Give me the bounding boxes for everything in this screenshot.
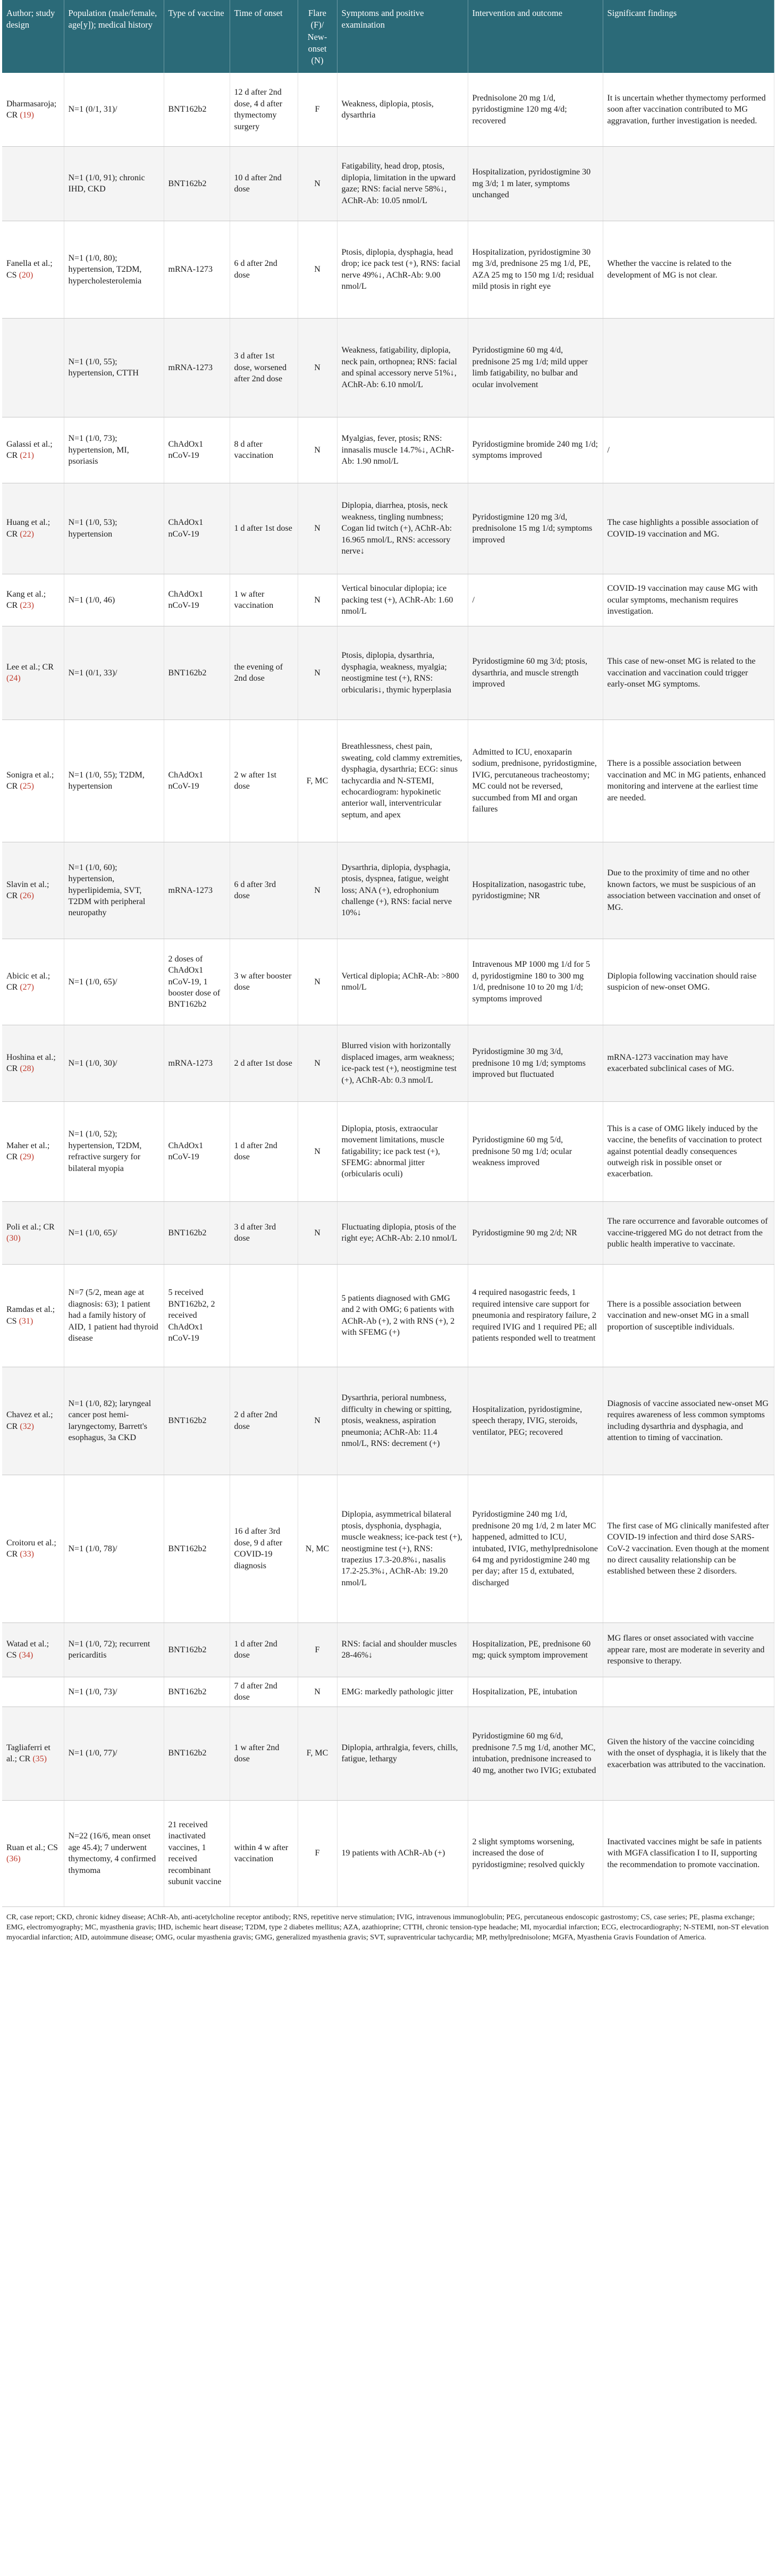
reference-link[interactable]: (33)	[20, 1550, 34, 1559]
cell-population: N=1 (1/0, 80); hypertension, T2DM, hypercholesterolemia	[64, 221, 164, 318]
cell-population: N=1 (1/0, 72); recurrent pericarditis	[64, 1622, 164, 1677]
table-row	[2, 574, 774, 626]
reference-link[interactable]: (30)	[6, 1234, 21, 1243]
author-text: Croitoru et al.; CR	[6, 1538, 56, 1559]
cell-symptoms: Weakness, fatigability, diplopia, neck pain, orthopnea; RNS: facial and spinal accessory nerve 51%↓, AChR-Ab: 6.10 nmol/L	[337, 318, 468, 417]
cell-vaccine: ChAdOx1 nCoV-19	[164, 483, 230, 574]
cell-author	[2, 318, 64, 417]
cell-findings: COVID-19 vaccination may cause MG with ocular symptoms, mechanism requires investigation.	[603, 574, 774, 626]
cell-onset: 3 w after booster dose	[230, 939, 298, 1025]
reference-link[interactable]: (29)	[20, 1152, 34, 1162]
cell-vaccine: BNT162b2	[164, 626, 230, 720]
cell-onset: within 4 w after vaccination	[230, 1800, 298, 1906]
author-text: Dharmasaroja; CR	[6, 99, 57, 120]
cell-intervention: Pyridostigmine 90 mg 2/d; NR	[468, 1201, 603, 1264]
cell-intervention: Hospitalization, pyridostigmine 30 mg 3/d; 1 m later, symptoms unchanged	[468, 146, 603, 221]
table-row	[2, 146, 774, 221]
table-body	[2, 73, 774, 1906]
cell-author	[2, 483, 64, 574]
header-findings: Significant findings	[603, 0, 774, 73]
cell-author	[2, 1800, 64, 1906]
cell-findings: /	[603, 417, 774, 483]
cell-onset: 6 d after 3rd dose	[230, 842, 298, 939]
cell-population: N=1 (1/0, 55); T2DM, hypertension	[64, 720, 164, 842]
table-row	[2, 221, 774, 318]
cell-findings: The rare occurrence and favorable outcomes of vaccine-triggered MG do not detract from the public health imperative to vaccinate.	[603, 1201, 774, 1264]
cell-findings: The case highlights a possible association of COVID-19 vaccination and MG.	[603, 483, 774, 574]
table-footnote: CR, case report; CKD, chronic kidney disease; AChR-Ab, anti-acetylcholine receptor antibody; RNS, repetitive nerve stimulation; IVIG, intravenous immunoglobulin; PEG, percutaneous endoscopic gastrostomy; CS, case series; PE, plasma exchange; EMG, electromyography; MC, myasthenia gravis; IHD, ischemic heart disease; T2DM, type 2 diabetes mellitus; AZA, azathioprine; CTTH, chronic tension-type headache; MI, myocardial infarction; ECG, electrocardiography; N-STEMI, non-ST elevation myocardial infarction; AID, autoimmune disease; OMG, ocular myasthenia gravis; GMG, generalized myasthenia gravis; SVT, supraventricular tachycardia; MP, methylprednisolone; MGFA, Myasthenia Gravis Foundation of America.	[6, 1913, 769, 1942]
cell-intervention: Pyridostigmine bromide 240 mg 1/d; symptoms improved	[468, 417, 603, 483]
cell-intervention: Intravenous MP 1000 mg 1/d for 5 d, pyridostigmine 180 to 300 mg 1/d, prednisone 10 to 20 mg 1/d; symptoms improved	[468, 939, 603, 1025]
reference-link[interactable]: (19)	[20, 111, 34, 120]
cell-vaccine: mRNA-1273	[164, 1025, 230, 1101]
cell-flare: N	[298, 1677, 337, 1707]
mg-vaccine-table	[2, 0, 774, 1907]
author-text: Tagliaferri et al.; CR	[6, 1743, 50, 1764]
cell-vaccine: ChAdOx1 nCoV-19	[164, 417, 230, 483]
header-population: Population (male/female, age[y]); medical history	[64, 0, 164, 73]
cell-onset: 16 d after 3rd dose, 9 d after COVID-19 diagnosis	[230, 1475, 298, 1622]
table-header	[2, 0, 774, 73]
table-row	[2, 1677, 774, 1707]
cell-intervention: Pyridostigmine 60 mg 6/d, prednisone 7.5 mg 1/d, another MC, intubation, prednisone increased to 40 mg, another two IVIG; extubated	[468, 1707, 603, 1800]
cell-symptoms: EMG: markedly pathologic jitter	[337, 1677, 468, 1707]
cell-onset	[230, 1264, 298, 1367]
cell-vaccine: ChAdOx1 nCoV-19	[164, 1101, 230, 1201]
cell-symptoms: Diplopia, ptosis, extraocular movement limitations, muscle fatigability; ice pack test (+), SFEMG: abnormal jitter (orbicularis oculi)	[337, 1101, 468, 1201]
cell-population: N=1 (0/1, 31)/	[64, 73, 164, 146]
cell-flare: N	[298, 939, 337, 1025]
cell-onset: 6 d after 2nd dose	[230, 221, 298, 318]
table-row	[2, 626, 774, 720]
cell-vaccine: BNT162b2	[164, 1677, 230, 1707]
header-row	[2, 0, 774, 73]
author-text: Fanella et al.; CS	[6, 259, 53, 280]
cell-flare: N	[298, 842, 337, 939]
cell-symptoms: Diplopia, diarrhea, ptosis, neck weakness, tingling numbness; Cogan lid twitch (+), AChR-Ab: 16.965 nmol/L, RNS: accessory nerve↓	[337, 483, 468, 574]
cell-population: N=1 (1/0, 30)/	[64, 1025, 164, 1101]
cell-author	[2, 1707, 64, 1800]
cell-intervention: Pyridostigmine 60 mg 4/d, prednisone 25 mg 1/d; mild upper limb fatigability, no bulbar and ocular involvement	[468, 318, 603, 417]
cell-onset: 2 d after 1st dose	[230, 1025, 298, 1101]
author-text: Ramdas et al.; CS	[6, 1305, 55, 1326]
cell-vaccine: 5 received BNT162b2, 2 received ChAdOx1 nCoV-19	[164, 1264, 230, 1367]
cell-intervention: /	[468, 574, 603, 626]
cell-findings	[603, 1677, 774, 1707]
cell-onset: the evening of 2nd dose	[230, 626, 298, 720]
author-text: Ruan et al.; CS	[6, 1843, 58, 1852]
cell-population: N=1 (1/0, 91); chronic IHD, CKD	[64, 146, 164, 221]
cell-author	[2, 1622, 64, 1677]
cell-symptoms: Breathlessness, chest pain, sweating, cold clammy extremities, dysphagia, dysarthria; ECG: sinus tachycardia and N-STEMI, echocardiogram: hypokinetic anterior wall, interventricular septum, and apex	[337, 720, 468, 842]
table-row	[2, 73, 774, 146]
cell-population: N=1 (1/0, 82); laryngeal cancer post hemi-laryngectomy, Barrett's esophagus, 3a CKD	[64, 1367, 164, 1475]
cell-flare: N	[298, 1201, 337, 1264]
cell-population: N=1 (1/0, 53); hypertension	[64, 483, 164, 574]
table-row	[2, 318, 774, 417]
cell-intervention: 2 slight symptoms worsening, increased the dose of pyridostigmine; resolved quickly	[468, 1800, 603, 1906]
author-text: Chavez et al.; CR	[6, 1410, 53, 1431]
cell-onset: 1 d after 1st dose	[230, 483, 298, 574]
header-intervention: Intervention and outcome	[468, 0, 603, 73]
cell-intervention: Pyridostigmine 60 mg 5/d, prednisone 50 mg 1/d; ocular weakness improved	[468, 1101, 603, 1201]
cell-author	[2, 720, 64, 842]
cell-population: N=1 (1/0, 55); hypertension, CTTH	[64, 318, 164, 417]
cell-author	[2, 1025, 64, 1101]
cell-author	[2, 73, 64, 146]
cell-flare: N	[298, 483, 337, 574]
table-row	[2, 1025, 774, 1101]
cell-author	[2, 842, 64, 939]
cell-population: N=22 (16/6, mean onset age 45.4); 7 underwent thymectomy, 4 confirmed thymoma	[64, 1800, 164, 1906]
cell-findings: There is a possible association between vaccination and MC in MG patients, enhanced monitoring and intervene at the earliest time are needed.	[603, 720, 774, 842]
reference-link[interactable]: (35)	[32, 1754, 47, 1764]
cell-symptoms: Ptosis, diplopia, dysarthria, dysphagia, weakness, myalgia; neostigmine test (+), RNS: orbicularis↓, thymic hyperplasia	[337, 626, 468, 720]
cell-population: N=1 (1/0, 73)/	[64, 1677, 164, 1707]
cell-symptoms: 5 patients diagnosed with GMG and 2 with OMG; 6 patients with AChR-Ab (+), 2 with RNS (+), 2 with SFEMG (+)	[337, 1264, 468, 1367]
cell-vaccine: 21 received inactivated vaccines, 1 received recombinant subunit vaccine	[164, 1800, 230, 1906]
reference-link[interactable]: (20)	[19, 270, 33, 280]
cell-author	[2, 1367, 64, 1475]
table-row	[2, 483, 774, 574]
reference-link[interactable]: (21)	[20, 451, 34, 461]
author-text: Hoshina et al.; CR	[6, 1052, 56, 1074]
cell-vaccine: mRNA-1273	[164, 842, 230, 939]
cell-findings: Diplopia following vaccination should raise suspicion of new-onset OMG.	[603, 939, 774, 1025]
author-text: Sonigra et al.; CR	[6, 770, 54, 791]
cell-population: N=1 (1/0, 60); hypertension, hyperlipidemia, SVT, T2DM with peripheral neuropathy	[64, 842, 164, 939]
cell-symptoms: Vertical diplopia; AChR-Ab: >800 nmol/L	[337, 939, 468, 1025]
table-row	[2, 720, 774, 842]
cell-flare: N	[298, 318, 337, 417]
cell-symptoms: Dysarthria, perioral numbness, difficulty in chewing or spitting, ptosis, weakness, aspiration pneumonia; AChR-Ab: 11.4 nmol/L, RNS: decrement (+)	[337, 1367, 468, 1475]
cell-flare	[298, 1264, 337, 1367]
cell-population: N=1 (1/0, 77)/	[64, 1707, 164, 1800]
cell-intervention: Hospitalization, PE, prednisone 60 mg; quick symptom improvement	[468, 1622, 603, 1677]
table-row	[2, 1101, 774, 1201]
cell-flare: N	[298, 1367, 337, 1475]
cell-author	[2, 221, 64, 318]
header-onset: Time of onset	[230, 0, 298, 73]
cell-population: N=1 (1/0, 65)/	[64, 1201, 164, 1264]
cell-intervention: Pyridostigmine 30 mg 3/d, prednisone 10 mg 1/d; symptoms improved but fluctuated	[468, 1025, 603, 1101]
cell-flare: N	[298, 626, 337, 720]
cell-symptoms: Dysarthria, diplopia, dysphagia, ptosis, dyspnea, fatigue, weight loss; ANA (+), edrophonium challenge (+), RNS: facial nerve 10%↓	[337, 842, 468, 939]
reference-link[interactable]: (34)	[19, 1651, 33, 1660]
table-row	[2, 1800, 774, 1906]
cell-author	[2, 1201, 64, 1264]
cell-vaccine: BNT162b2	[164, 1367, 230, 1475]
table-row	[2, 1622, 774, 1677]
cell-population: N=1 (1/0, 73); hypertension, MI, psoriasis	[64, 417, 164, 483]
cell-intervention: Hospitalization, PE, intubation	[468, 1677, 603, 1707]
reference-link[interactable]: (27)	[20, 983, 34, 992]
cell-vaccine: BNT162b2	[164, 1475, 230, 1622]
cell-intervention: Hospitalization, pyridostigmine, speech therapy, IVIG, steroids, ventilator, PEG; recovered	[468, 1367, 603, 1475]
reference-link[interactable]: (36)	[6, 1854, 21, 1864]
cell-author	[2, 626, 64, 720]
reference-link[interactable]: (31)	[19, 1316, 33, 1326]
cell-onset: 7 d after 2nd dose	[230, 1677, 298, 1707]
cell-flare: F, MC	[298, 1707, 337, 1800]
author-text: Watad et al.; CS	[6, 1639, 49, 1660]
cell-flare: F	[298, 73, 337, 146]
cell-onset: 2 w after 1st dose	[230, 720, 298, 842]
cell-onset: 12 d after 2nd dose, 4 d after thymectomy surgery	[230, 73, 298, 146]
cell-intervention: Hospitalization, pyridostigmine 30 mg 3/d, prednisone 25 mg 1/d, PE, AZA 25 mg to 150 mg 1/d; residual mild ptosis in right eye	[468, 221, 603, 318]
cell-vaccine: ChAdOx1 nCoV-19	[164, 720, 230, 842]
cell-findings: Diagnosis of vaccine associated new-onset MG requires awareness of less common symptoms including dysarthria and dysphagia, and attention to timing of vaccination.	[603, 1367, 774, 1475]
cell-population: N=1 (1/0, 65)/	[64, 939, 164, 1025]
cell-population: N=7 (5/2, mean age at diagnosis: 63); 1 patient had a family history of AID, 1 patient had thyroid disease	[64, 1264, 164, 1367]
cell-symptoms: Vertical binocular diplopia; ice packing test (+), AChR-Ab: 1.60 nmol/L	[337, 574, 468, 626]
cell-vaccine: BNT162b2	[164, 73, 230, 146]
cell-author	[2, 417, 64, 483]
cell-flare: F	[298, 1622, 337, 1677]
cell-flare: N	[298, 1101, 337, 1201]
author-text: Slavin et al.; CR	[6, 880, 49, 901]
cell-intervention: Pyridostigmine 60 mg 3/d; ptosis, dysarthria, and muscle strength improved	[468, 626, 603, 720]
cell-vaccine: mRNA-1273	[164, 221, 230, 318]
cell-symptoms: Fluctuating diplopia, ptosis of the right eye; AChR-Ab: 2.10 nmol/L	[337, 1201, 468, 1264]
author-text: Kang et al.; CR	[6, 589, 46, 610]
reference-link[interactable]: (32)	[20, 1421, 34, 1431]
reference-link[interactable]: (24)	[6, 674, 21, 683]
cell-population: N=1 (1/0, 46)	[64, 574, 164, 626]
cell-flare: N	[298, 1025, 337, 1101]
header-symptoms: Symptoms and positive examination	[337, 0, 468, 73]
cell-vaccine: ChAdOx1 nCoV-19	[164, 574, 230, 626]
cell-flare: N	[298, 417, 337, 483]
reference-link[interactable]: (28)	[20, 1064, 34, 1074]
cell-population: N=1 (1/0, 78)/	[64, 1475, 164, 1622]
cell-findings: mRNA-1273 vaccination may have exacerbated subclinical cases of MG.	[603, 1025, 774, 1101]
cell-flare: N	[298, 574, 337, 626]
cell-flare: F	[298, 1800, 337, 1906]
cell-vaccine: BNT162b2	[164, 1201, 230, 1264]
table-row	[2, 417, 774, 483]
cell-findings: Inactivated vaccines might be safe in patients with MGFA classification I to II, supporting the recommendation to promote vaccination.	[603, 1800, 774, 1906]
cell-symptoms: Blurred vision with horizontally displaced images, arm weakness; ice-pack test (+), neostigmine test (+), AChR-Ab: 0.3 nmol/L	[337, 1025, 468, 1101]
header-vaccine: Type of vaccine	[164, 0, 230, 73]
cell-onset: 3 d after 3rd dose	[230, 1201, 298, 1264]
cell-findings: Whether the vaccine is related to the development of MG is not clear.	[603, 221, 774, 318]
reference-link[interactable]: (22)	[20, 529, 34, 539]
cell-flare: N	[298, 221, 337, 318]
cell-onset: 1 d after 2nd dose	[230, 1622, 298, 1677]
header-author: Author; study design	[2, 0, 64, 73]
cell-findings: This is a case of OMG likely induced by the vaccine, the benefits of vaccination to protect against potential deadly consequences outweigh risk in possible onset or exacerbation.	[603, 1101, 774, 1201]
reference-link[interactable]: (26)	[20, 891, 34, 901]
cell-vaccine: BNT162b2	[164, 1707, 230, 1800]
table-row	[2, 1475, 774, 1622]
cell-findings: Given the history of the vaccine coinciding with the onset of dysphagia, it is likely that the exacerbation was attributed to the vaccination.	[603, 1707, 774, 1800]
cell-population: N=1 (1/0, 52); hypertension, T2DM, refractive surgery for bilateral myopia	[64, 1101, 164, 1201]
author-text: Abicic et al.; CR	[6, 971, 50, 992]
reference-link[interactable]: (25)	[20, 782, 34, 791]
cell-intervention: Pyridostigmine 120 mg 3/d, prednisolone 15 mg 1/d; symptoms improved	[468, 483, 603, 574]
cell-intervention: Hospitalization, nasogastric tube, pyridostigmine; NR	[468, 842, 603, 939]
cell-findings: It is uncertain whether thymectomy performed soon after vaccination contributed to MG aggravation, further investigation is needed.	[603, 73, 774, 146]
cell-vaccine: BNT162b2	[164, 1622, 230, 1677]
cell-symptoms: 19 patients with AChR-Ab (+)	[337, 1800, 468, 1906]
cell-findings: The first case of MG clinically manifested after COVID-19 infection and third dose SARS-CoV-2 vaccination. Even though at the moment no direct causality relationship can be established between these 2 disorders.	[603, 1475, 774, 1622]
author-text: Galassi et al.; CR	[6, 439, 53, 461]
cell-intervention: Admitted to ICU, enoxaparin sodium, prednisone, pyridostigmine, IVIG, percutaneous tracheostomy; MC could not be reversed, succumbed from MI and organ failures	[468, 720, 603, 842]
cell-author	[2, 1264, 64, 1367]
cell-symptoms: Fatigability, head drop, ptosis, diplopia, limitation in the upward gaze; RNS: facial nerve 58%↓, AChR-Ab: 10.05 nmol/L	[337, 146, 468, 221]
cell-author	[2, 1101, 64, 1201]
table-row	[2, 939, 774, 1025]
author-text: Huang et al.; CR	[6, 518, 50, 539]
cell-onset: 10 d after 2nd dose	[230, 146, 298, 221]
cell-flare: N, MC	[298, 1475, 337, 1622]
cell-onset: 1 w after vaccination	[230, 574, 298, 626]
cell-symptoms: Myalgias, fever, ptosis; RNS: innasalis muscle 14.7%↓, AChR-Ab: 1.90 nmol/L	[337, 417, 468, 483]
cell-findings: There is a possible association between vaccination and new-onset MG in a small proportion of susceptible individuals.	[603, 1264, 774, 1367]
table-row	[2, 1264, 774, 1367]
cell-onset: 3 d after 1st dose, worsened after 2nd dose	[230, 318, 298, 417]
cell-onset: 8 d after vaccination	[230, 417, 298, 483]
table-row	[2, 1367, 774, 1475]
cell-author	[2, 574, 64, 626]
cell-vaccine: mRNA-1273	[164, 318, 230, 417]
cell-symptoms: RNS: facial and shoulder muscles 28-46%↓	[337, 1622, 468, 1677]
cell-findings: MG flares or onset associated with vaccine appear rare, most are moderate in severity and responsive to therapy.	[603, 1622, 774, 1677]
cell-intervention: Pyridostigmine 240 mg 1/d, prednisone 20 mg 1/d, 2 m later MC happened, admitted to ICU, intubated, IVIG, methylprednisolone 64 mg and pyridostigmine 240 mg per day; after 15 d, extubated, discharged	[468, 1475, 603, 1622]
cell-intervention: Prednisolone 20 mg 1/d, pyridostigmine 120 mg 4/d; recovered	[468, 73, 603, 146]
cell-findings	[603, 146, 774, 221]
author-text: Maher et al.; CR	[6, 1141, 50, 1162]
reference-link[interactable]: (23)	[20, 601, 34, 610]
cell-vaccine: BNT162b2	[164, 146, 230, 221]
cell-flare: F, MC	[298, 720, 337, 842]
cell-vaccine: 2 doses of ChAdOx1 nCoV-19, 1 booster dose of BNT162b2	[164, 939, 230, 1025]
cell-findings: This case of new-onset MG is related to the vaccination and vaccination could trigger early-onset MG symptoms.	[603, 626, 774, 720]
cell-author	[2, 146, 64, 221]
cell-symptoms: Diplopia, asymmetrical bilateral ptosis, dysphonia, dysphagia, muscle weakness; ice-pack test (+), neostigmine test (+), RNS: trapezius 17.3-20.8%↓, nasalis 17.2-25.3%↓, AChR-Ab: 19.20 nmol/L	[337, 1475, 468, 1622]
table-row	[2, 1707, 774, 1800]
cell-findings	[603, 318, 774, 417]
cell-symptoms: Diplopia, arthralgia, fevers, chills, fatigue, lethargy	[337, 1707, 468, 1800]
cell-author	[2, 1677, 64, 1707]
cell-author	[2, 939, 64, 1025]
table-row	[2, 842, 774, 939]
cell-symptoms: Weakness, diplopia, ptosis, dysarthria	[337, 73, 468, 146]
table-row	[2, 1201, 774, 1264]
cell-onset: 2 d after 2nd dose	[230, 1367, 298, 1475]
cell-findings: Due to the proximity of time and no other known factors, we must be suspicious of an association between vaccination and onset of MG.	[603, 842, 774, 939]
cell-intervention: 4 required nasogastric feeds, 1 required intensive care support for pneumonia and respiratory failure, 2 required IVIG and 1 required PE; all patients responded well to treatment	[468, 1264, 603, 1367]
author-text: Lee et al.; CR	[6, 662, 54, 672]
author-text: Poli et al.; CR	[6, 1222, 55, 1232]
cell-onset: 1 d after 2nd dose	[230, 1101, 298, 1201]
cell-symptoms: Ptosis, diplopia, dysphagia, head drop; ice pack test (+), RNS: facial nerve 49%↓, AChR-Ab: 9.00 nmol/L	[337, 221, 468, 318]
header-flare: Flare (F)/ New-onset (N)	[298, 0, 337, 73]
cell-onset: 1 w after 2nd dose	[230, 1707, 298, 1800]
cell-flare: N	[298, 146, 337, 221]
cell-population: N=1 (0/1, 33)/	[64, 626, 164, 720]
cell-author	[2, 1475, 64, 1622]
